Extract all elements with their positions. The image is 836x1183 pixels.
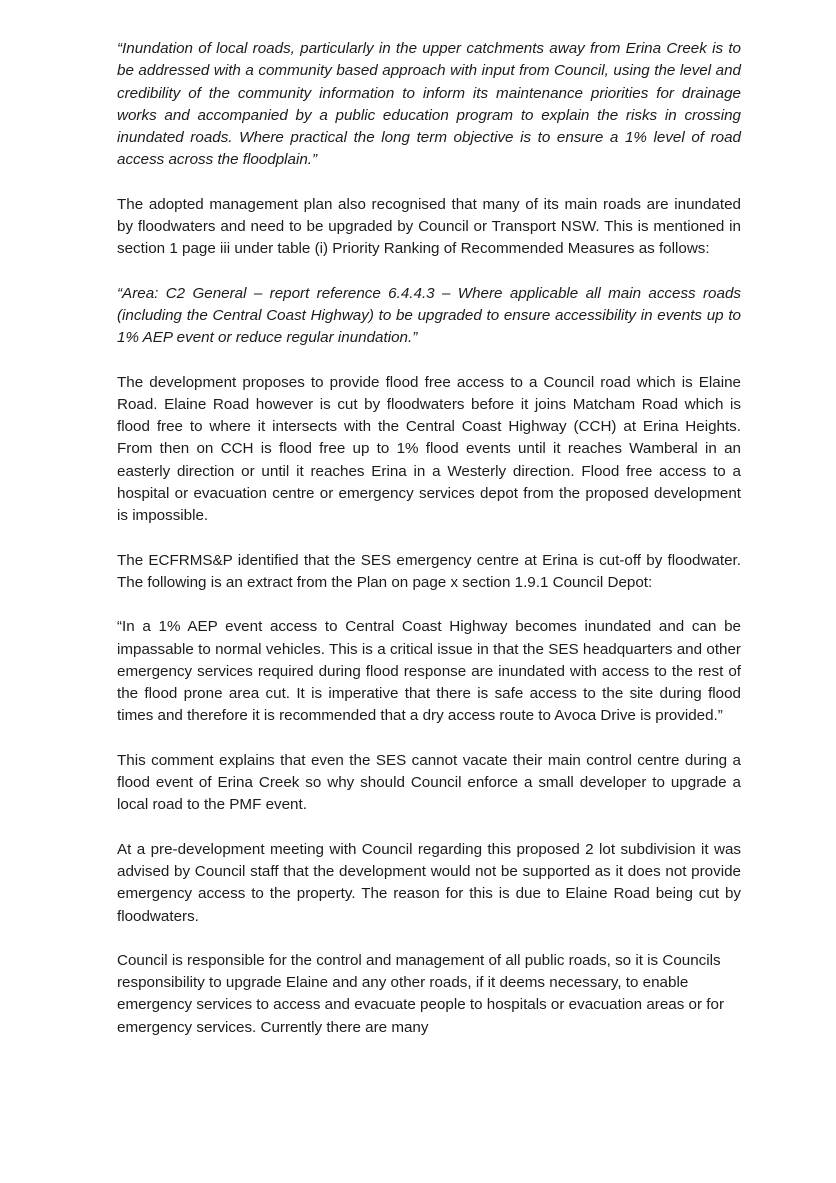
quote-paragraph-road-inundation: “Inundation of local roads, particularly in the upper catchments away from Erina Creek is to be addressed with a community based approach with input from Council, using the level and credibility of the community information to inform its maintenance priorities for drainage works and accompanied by a public education program to explain the risks in crossing inundated roads. Where practical the long term objective is to ensure a 1% level of road access across the floodplain.” (117, 40, 741, 169)
body-paragraph-management-plan: The adopted management plan also recognised that many of its main roads are inundated by floodwaters and need to be upgraded by Council or Transport NSW. This is mentioned in section 1 page iii under table (i) Priority Ranking of Recommended Measures as follows: (117, 195, 741, 258)
document-page (117, 38, 741, 1061)
body-paragraph-pre-development-meeting: At a pre-development meeting with Council regarding this proposed 2 lot subdivision it was advised by Council staff that the development would not be supported as it does not provide emergency access to the property. The reason for this is due to Elaine Road being cut by floodwaters. (117, 840, 741, 925)
body-paragraph-ses-comment: This comment explains that even the SES cannot vacate their main control centre during a flood event of Erina Creek so why should Council enforce a small developer to upgrade a local road to the PMF event. (117, 751, 741, 814)
quote-paragraph-council-depot: “In a 1% AEP event access to Central Coast Highway becomes inundated and can be impassable to normal vehicles. This is a critical issue in that the SES headquarters and other emergency services required during flood response are inundated with access to the rest of the flood prone area cut. It is imperative that there is safe access to the site during flood times and therefore it is recommended that a dry access route to Avoca Drive is provided.” (117, 618, 741, 725)
body-paragraph-council-responsibility: Council is responsible for the control and management of all public roads, so it is Councils responsibility to upgrade Elaine and any other roads, if it deems necessary, to enable emergency services to access and evacuate people to hospitals or evacuation areas or for emergency services. Currently there are many (117, 951, 724, 1036)
body-paragraph-ses-centre: The ECFRMS&P identified that the SES emergency centre at Erina is cut-off by floodwater. The following is an extract from the Plan on page x section 1.9.1 Council Depot: (117, 551, 741, 591)
quote-paragraph-area-c2: “Area: C2 General – report reference 6.4.4.3 – Where applicable all main access roads (including the Central Coast Highway) to be upgraded to ensure accessibility in events up to 1% AEP event or reduce regular inundation.” (117, 284, 741, 347)
body-paragraph-elaine-road: The development proposes to provide flood free access to a Council road which is Elaine Road. Elaine Road however is cut by floodwaters before it joins Matcham Road which is flood free to where it intersects with the Central Coast Highway (CCH) at Erina Heights. From then on CCH is flood free up to 1% flood events until it reaches Wamberal in an easterly direction or until it reaches Erina in a Westerly direction. Flood free access to a hospital or evacuation centre or emergency services depot from the proposed development is impossible. (117, 373, 741, 525)
